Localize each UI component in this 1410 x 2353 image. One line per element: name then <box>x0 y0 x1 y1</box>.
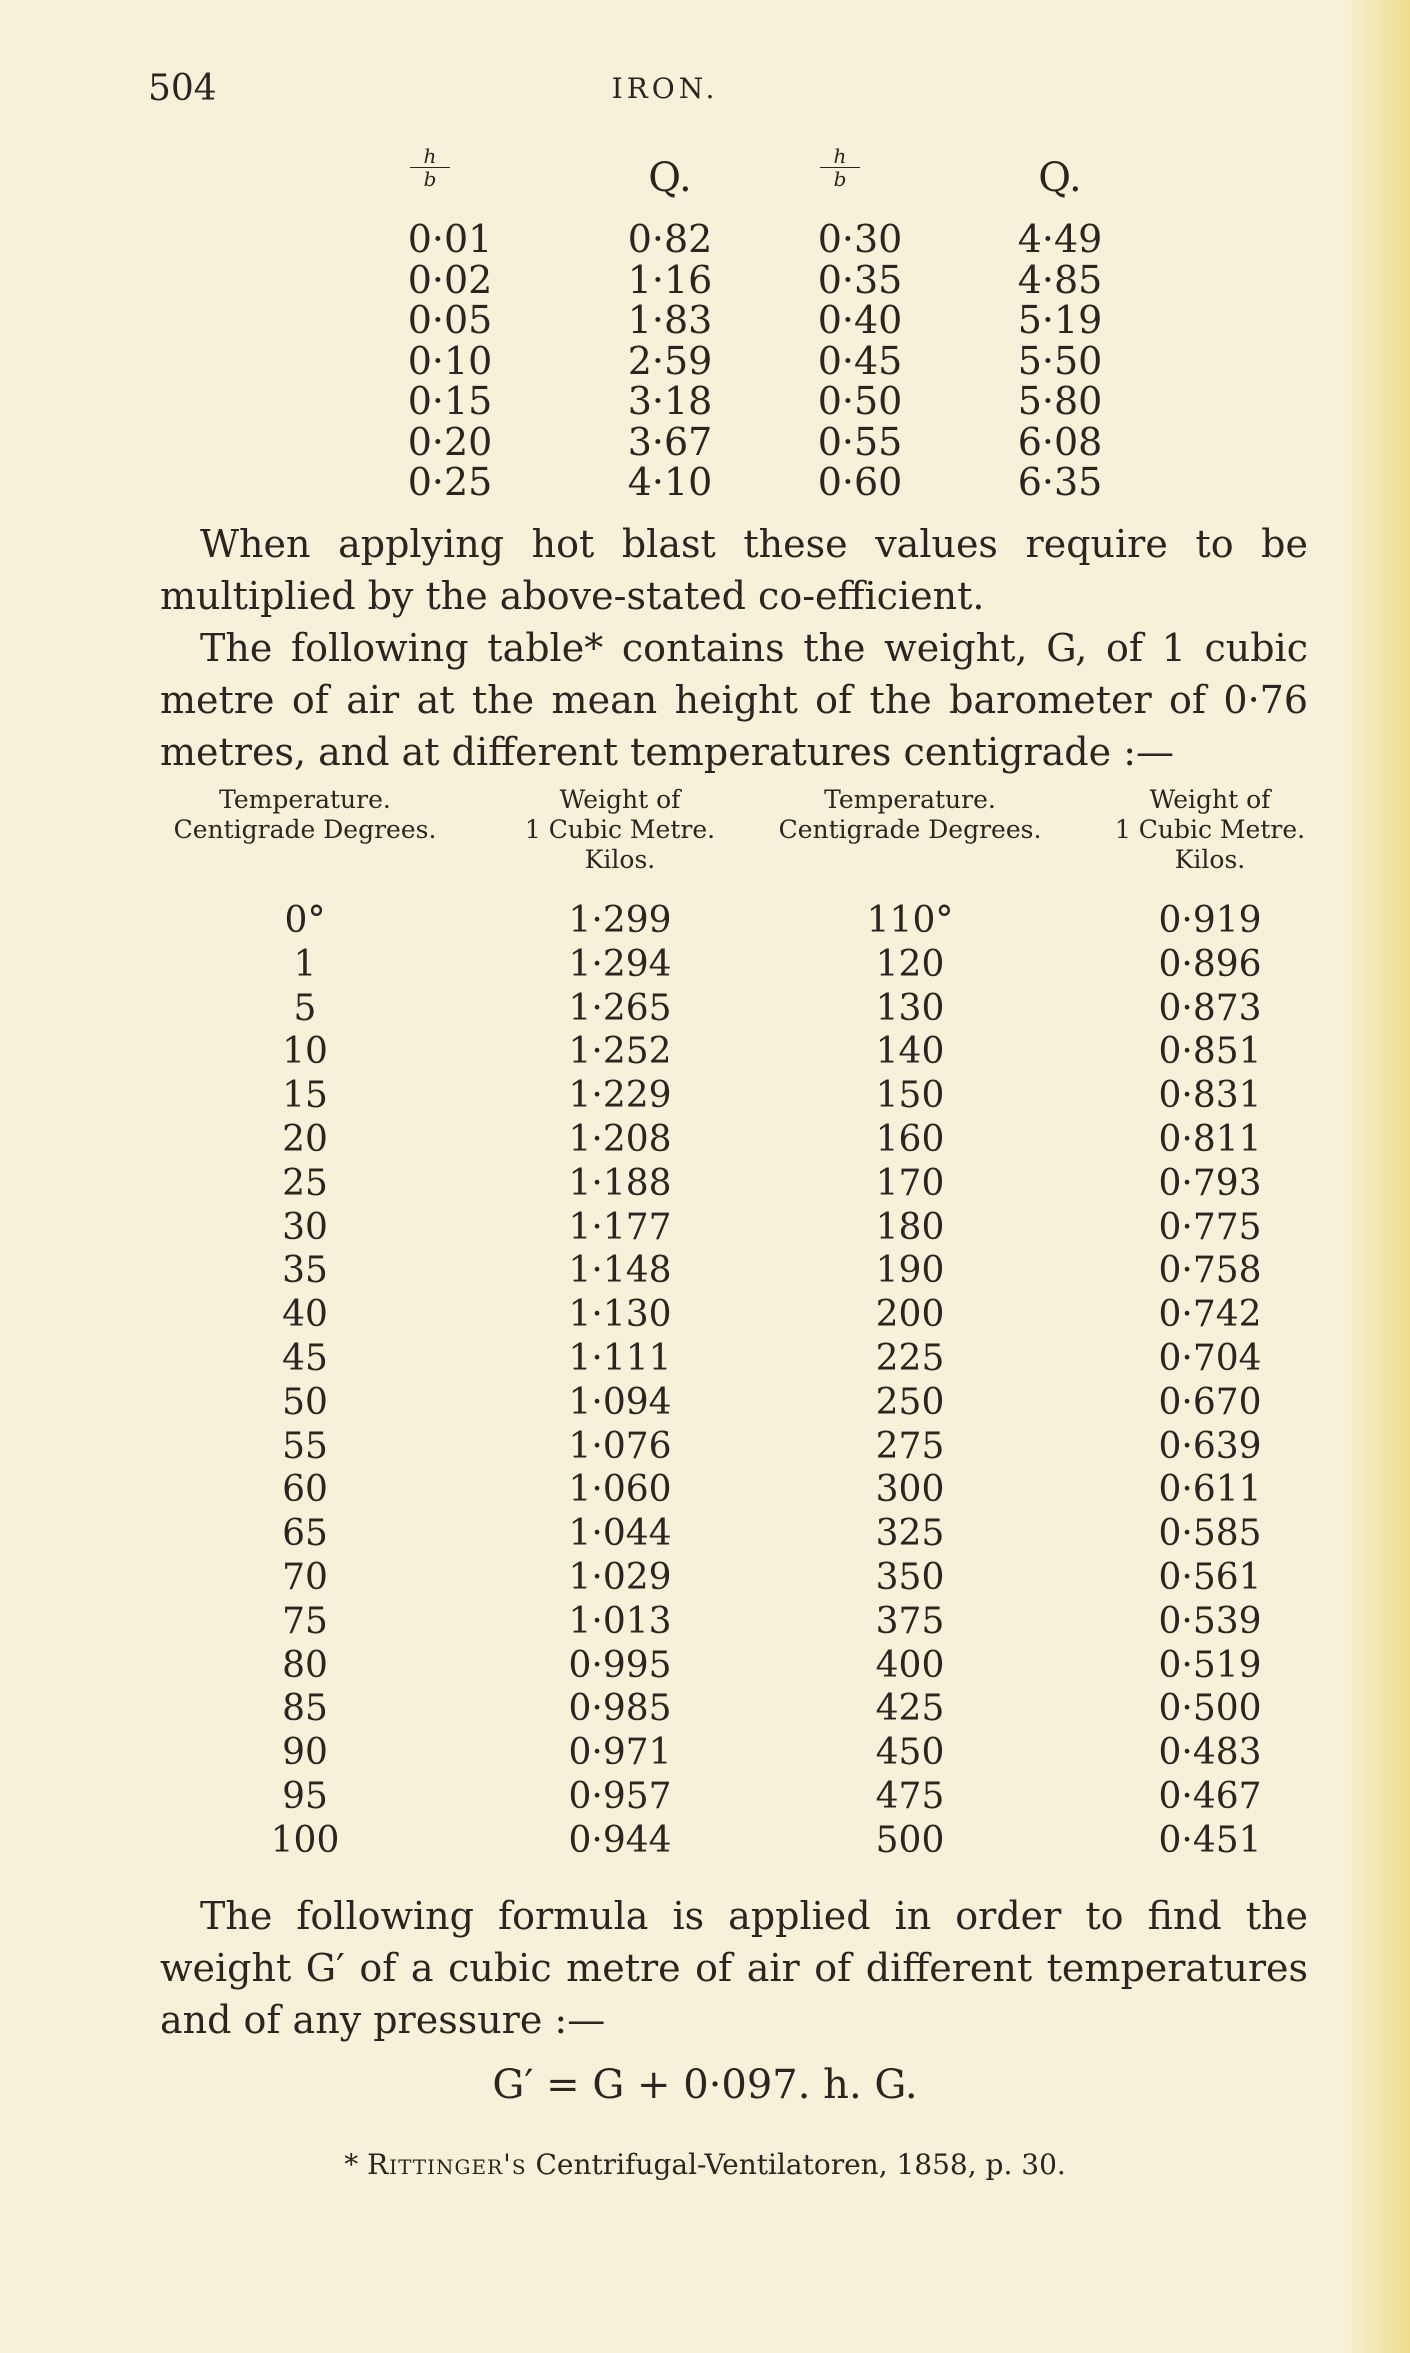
table-cell: 40 <box>282 1294 328 1336</box>
table-cell: 0·611 <box>1158 1469 1262 1511</box>
table-cell: 0·995 <box>568 1644 672 1686</box>
table-cell: 1·029 <box>568 1556 672 1598</box>
table-row <box>150 1250 1310 1294</box>
table-row <box>150 1426 1310 1470</box>
table-cell: 0·670 <box>1158 1381 1262 1423</box>
table-cell: 0·758 <box>1158 1250 1262 1292</box>
table-cell: 1·076 <box>568 1425 672 1467</box>
table-cell: 0° <box>284 900 326 941</box>
table-row <box>150 1513 1310 1557</box>
table-cell: 1·229 <box>568 1075 672 1117</box>
paragraph-table-intro: The following table* contains the weight, G, of 1 cubic metre of air at the mean height of the barometer of 0·76 metres, and at different temperatures centigrade :— <box>160 626 1308 774</box>
table-cell: 0·539 <box>1158 1600 1262 1642</box>
table-cell: 0·50 <box>817 379 903 423</box>
table-cell: 1·148 <box>568 1250 672 1292</box>
table-cell: 0·896 <box>1158 943 1262 985</box>
table-row <box>150 1119 1310 1163</box>
table-cell: 25 <box>282 1162 328 1204</box>
table-row <box>150 1557 1310 1601</box>
table-cell: 170 <box>875 1162 945 1204</box>
q-table-body <box>350 217 1150 504</box>
table-cell: 0·519 <box>1158 1644 1262 1686</box>
table-cell: 55 <box>282 1425 328 1467</box>
table-cell: 130 <box>875 987 945 1029</box>
table-cell: 0·957 <box>568 1775 672 1817</box>
table-cell: 0·25 <box>407 460 493 504</box>
table-cell: 1·208 <box>568 1118 672 1160</box>
table-cell: 0·873 <box>1158 987 1262 1029</box>
table-cell: 325 <box>875 1513 945 1555</box>
table-cell: 0·82 <box>627 217 713 261</box>
table-cell: 3·67 <box>627 419 713 464</box>
table-cell: 45 <box>282 1337 328 1379</box>
weight-table-header <box>150 785 1310 900</box>
table-cell: 425 <box>875 1688 945 1730</box>
table-cell: 1·060 <box>568 1469 672 1511</box>
table-row <box>150 1031 1310 1075</box>
table-cell: 1·094 <box>568 1381 672 1423</box>
footnote <box>0 2148 1410 2181</box>
table-cell: 85 <box>282 1688 328 1730</box>
table-cell: 1·83 <box>627 298 713 342</box>
table-row <box>150 1688 1310 1732</box>
table-cell: 65 <box>282 1513 328 1555</box>
table-cell: 0·30 <box>817 217 903 261</box>
table-cell: 20 <box>282 1118 328 1160</box>
table-cell: 0·985 <box>568 1688 672 1730</box>
table-cell: 0·40 <box>817 298 903 342</box>
table-cell: 150 <box>875 1075 945 1117</box>
table-cell: 0·742 <box>1158 1294 1262 1336</box>
table-cell: 1·013 <box>568 1600 672 1642</box>
table-cell: 140 <box>875 1031 945 1073</box>
table-row <box>150 1732 1310 1776</box>
table-cell: 0·02 <box>407 257 493 302</box>
table-row <box>150 1207 1310 1251</box>
table-cell: 100 <box>270 1819 340 1861</box>
table-cell: 400 <box>875 1644 945 1686</box>
q-table <box>350 144 1150 504</box>
table-cell: 35 <box>282 1250 328 1292</box>
weight-table-body <box>150 900 1310 1864</box>
table-cell: 0·639 <box>1158 1425 1262 1467</box>
table-cell: 450 <box>875 1732 945 1774</box>
table-cell: 0·10 <box>407 338 493 383</box>
table-cell: 4·10 <box>627 460 713 504</box>
table-cell: 0·20 <box>407 419 493 464</box>
table-row <box>150 1382 1310 1426</box>
q-table-header <box>350 145 1150 217</box>
fraction-h-over-b: $\frac{h}{b}$ <box>820 145 860 190</box>
table-row <box>150 1820 1310 1864</box>
table-cell: 200 <box>875 1294 945 1336</box>
table-cell: 1·265 <box>568 987 672 1029</box>
weight-header: Weight of 1 Cubic Metre. Kilos. <box>1114 785 1306 874</box>
table-row <box>150 900 1310 944</box>
table-cell: 0·467 <box>1158 1775 1262 1817</box>
table-cell: 300 <box>875 1469 945 1511</box>
table-row <box>150 1469 1310 1513</box>
table-cell: 70 <box>282 1556 328 1598</box>
table-cell: 0·971 <box>568 1732 672 1774</box>
temperature-header: Temperature. Centigrade Degrees. <box>173 785 437 844</box>
table-row <box>350 379 1150 423</box>
temperature-header: Temperature. Centigrade Degrees. <box>778 785 1042 844</box>
table-cell: 1·130 <box>568 1294 672 1336</box>
weight-table <box>150 785 1310 1864</box>
table-cell: 0·05 <box>407 298 493 342</box>
table-cell: 0·944 <box>568 1819 672 1861</box>
table-row <box>350 338 1150 383</box>
table-row <box>150 1163 1310 1207</box>
table-row <box>150 1601 1310 1645</box>
table-cell: 90 <box>282 1732 328 1774</box>
table-cell: 15 <box>282 1075 328 1117</box>
table-cell: 1·16 <box>627 257 713 302</box>
table-cell: 475 <box>875 1775 945 1817</box>
table-cell: 375 <box>875 1600 945 1642</box>
table-cell: 1 <box>293 943 317 985</box>
running-title: IRON. <box>611 72 719 105</box>
table-cell: 50 <box>282 1381 328 1423</box>
table-cell: 4·85 <box>1017 257 1103 302</box>
table-cell: 6·08 <box>1017 419 1103 464</box>
weight-header: Weight of 1 Cubic Metre. Kilos. <box>524 785 716 874</box>
table-cell: 350 <box>875 1556 945 1598</box>
table-cell: 0·35 <box>817 257 903 302</box>
table-row <box>350 419 1150 464</box>
table-cell: 60 <box>282 1469 328 1511</box>
fraction-h-over-b: $\frac{h}{b}$ <box>410 145 450 190</box>
table-row <box>150 1338 1310 1382</box>
table-cell: 190 <box>875 1250 945 1292</box>
table-cell: 0·793 <box>1158 1162 1262 1204</box>
table-cell: 1·299 <box>568 900 672 941</box>
table-row <box>350 298 1150 342</box>
table-cell: 0·500 <box>1158 1688 1262 1730</box>
table-row <box>350 217 1150 261</box>
q-header: Q. <box>1038 155 1082 201</box>
table-cell: 180 <box>875 1206 945 1248</box>
table-cell: 0·585 <box>1158 1513 1262 1555</box>
table-cell: 1·177 <box>568 1206 672 1248</box>
table-cell: 0·919 <box>1158 900 1262 941</box>
table-cell: 5 <box>293 987 317 1029</box>
table-cell: 110° <box>866 900 954 941</box>
table-cell: 0·561 <box>1158 1556 1262 1598</box>
table-cell: 30 <box>282 1206 328 1248</box>
table-cell: 160 <box>875 1118 945 1160</box>
table-cell: 0·45 <box>817 338 903 383</box>
table-cell: 75 <box>282 1600 328 1642</box>
table-cell: 1·252 <box>568 1031 672 1073</box>
table-cell: 10 <box>282 1031 328 1073</box>
table-cell: 0·851 <box>1158 1031 1262 1073</box>
footnote-text: Centrifugal-Ventilatoren, 1858, p. 30. <box>535 2148 1066 2181</box>
table-row <box>150 988 1310 1032</box>
formula: G′ = G + 0·097. h. G. <box>492 2062 918 2108</box>
table-cell: 1·294 <box>568 943 672 985</box>
table-cell: 0·704 <box>1158 1337 1262 1379</box>
table-cell: 0·451 <box>1158 1819 1262 1861</box>
table-row <box>350 460 1150 504</box>
table-cell: 5·50 <box>1017 338 1103 383</box>
table-cell: 1·044 <box>568 1513 672 1555</box>
table-cell: 1·188 <box>568 1162 672 1204</box>
table-row <box>150 1075 1310 1119</box>
table-cell: 5·19 <box>1017 298 1103 342</box>
table-cell: 6·35 <box>1017 460 1103 504</box>
table-cell: 95 <box>282 1775 328 1817</box>
table-cell: 225 <box>875 1337 945 1379</box>
paragraph-formula-intro: The following formula is applied in order to find the weight G′ of a cubic metre of air of different temperatures and of any pressure :— <box>160 1894 1308 2042</box>
table-cell: 0·775 <box>1158 1206 1262 1248</box>
table-row <box>150 944 1310 988</box>
table-cell: 5·80 <box>1017 379 1103 423</box>
table-cell: 3·18 <box>627 379 713 423</box>
footnote-marker: * <box>344 2148 359 2181</box>
table-row <box>350 257 1150 302</box>
q-header: Q. <box>648 155 692 201</box>
table-row <box>150 1645 1310 1689</box>
table-cell: 2·59 <box>627 338 713 383</box>
running-head <box>0 68 1410 108</box>
table-cell: 275 <box>875 1425 945 1467</box>
table-row <box>150 1776 1310 1820</box>
table-cell: 0·483 <box>1158 1732 1262 1774</box>
table-cell: 0·831 <box>1158 1075 1262 1117</box>
table-cell: 250 <box>875 1381 945 1423</box>
table-cell: 0·55 <box>817 419 903 464</box>
table-cell: 0·15 <box>407 379 493 423</box>
table-cell: 4·49 <box>1017 217 1103 261</box>
table-row <box>150 1294 1310 1338</box>
table-cell: 80 <box>282 1644 328 1686</box>
table-cell: 500 <box>875 1819 945 1861</box>
table-cell: 0·60 <box>817 460 903 504</box>
paragraph-hot-blast: When applying hot blast these values require to be multiplied by the above-stated co-efficient. <box>160 522 1308 618</box>
table-cell: 1·111 <box>568 1337 672 1379</box>
table-cell: 0·811 <box>1158 1118 1262 1160</box>
table-cell: 120 <box>875 943 945 985</box>
footnote-author: Rittinger's <box>367 2148 527 2181</box>
table-cell: 0·01 <box>407 217 493 261</box>
page-number: 504 <box>148 68 217 109</box>
